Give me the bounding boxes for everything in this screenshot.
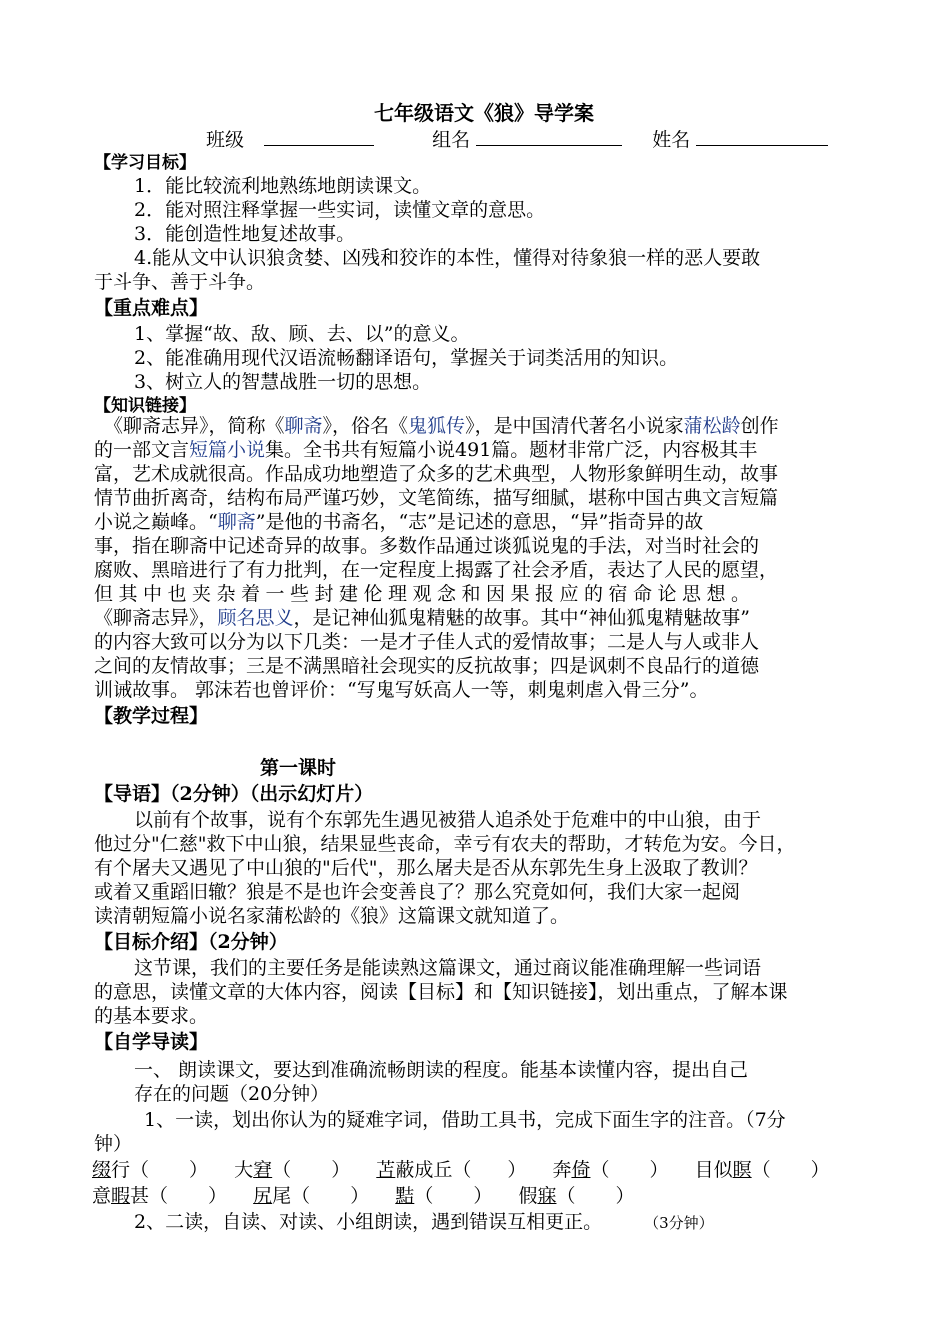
intro-line: 以前有个故事，说有个东郭先生遇见被猎人追杀处于危难中的中山狼，由于 [134, 809, 762, 831]
knowledge-line: 之间的友情故事；三是不满黑暗社会现实的反抗故事；四是讽刺不良品行的道德 [94, 655, 760, 677]
vocab-item[interactable]: 尻尾（ ） [253, 1185, 370, 1207]
selfstudy-step: 1、一读，划出你认为的疑难字词，借助工具书，完成下面生字的注音。（7分 [144, 1109, 786, 1131]
keypoints-heading: 【重点难点】 [94, 297, 209, 319]
link-guihuzhuan[interactable]: 鬼狐传 [408, 415, 466, 437]
goal-item: 1．能比较流利地熟练地朗读课文。 [134, 175, 432, 197]
keypoint-item: 2、能准确用现代汉语流畅翻译语句，掌握关于词类活用的知识。 [134, 347, 679, 369]
knowledge-line: 情节曲折离奇，结构布局严谨巧妙，文笔简练，描写细腻，堪称中国古典文言短篇 [94, 487, 779, 509]
knowledge-line: 《聊斋志异》，顾名思义，是记神仙狐鬼精魅的故事。其中“神仙狐鬼精魅故事” [94, 607, 750, 629]
knowledge-line: 的一部文言短篇小说集。全书共有短篇小说491篇。题材非常广泛，内容极其丰 [94, 439, 758, 461]
vocab-item[interactable]: 大窘（ ） [234, 1159, 351, 1181]
intro-line: 有个屠夫又遇见了中山狼的"后代"，那么屠夫是否从东郭先生身上汲取了教训？ [94, 857, 758, 879]
knowledge-line: 富，艺术成就很高。作品成功地塑造了众多的艺术典型，人物形象鲜明生动，故事 [94, 463, 779, 485]
class-blank[interactable] [264, 127, 374, 146]
vocab-row [92, 1158, 830, 1182]
step2-time: （3分钟） [644, 1214, 714, 1232]
link-guming-siyi[interactable]: 顾名思义 [217, 607, 294, 629]
vocab-item[interactable]: 假寐（ ） [518, 1185, 635, 1207]
intro-line: 或着又重蹈旧辙？狼是不是也许会变善良了？那么究竟如何，我们大家一起阅 [94, 881, 741, 903]
name-label: 姓名 [652, 129, 691, 151]
group-blank[interactable] [476, 127, 622, 146]
knowledge-line: 《聊斋志异》，简称《聊斋》，俗名《鬼狐传》，是中国清代著名小说家蒲松龄创作 [104, 415, 779, 437]
selfstudy-item: 一、 朗读课文，要达到准确流畅朗读的程度。能基本读懂内容，提出自己 [134, 1059, 749, 1081]
class-label: 班级 [206, 129, 245, 151]
selfstudy-step: 钟） [94, 1133, 133, 1155]
intro-line: 读清朝短篇小说名家蒲松龄的《狼》这篇课文就知道了。 [94, 905, 570, 927]
knowledge-line: 训诫故事。 郭沫若也曾评价：“写鬼写妖高人一等，刺鬼刺虐入骨三分”。 [94, 679, 709, 701]
link-liaozhai[interactable]: 聊斋 [284, 415, 323, 437]
target-heading: 【目标介绍】（2分钟） [94, 931, 288, 953]
knowledge-line: 事，指在聊斋中记述奇异的故事。多数作品通过谈狐说鬼的手法，对当时社会的 [94, 535, 760, 557]
goal-item: 3．能创造性地复述故事。 [134, 223, 356, 245]
goal-item: 2．能对照注释掌握一些实词，读懂文章的意思。 [134, 199, 546, 221]
knowledge-line: 小说之巅峰。“聊斋”是他的书斋名，“志”是记述的意思，“异”指奇异的故 [94, 511, 704, 533]
process-heading: 【教学过程】 [94, 705, 209, 727]
goal-item: 于斗争、善于斗争。 [94, 271, 266, 293]
intro-line: 他过分"仁慈"救下中山狼，结果显些丧命，幸亏有农夫的帮助，才转危为安。今日， [94, 833, 796, 855]
vocab-item[interactable]: 目似瞑（ ） [694, 1159, 830, 1181]
keypoint-item: 1、掌握“故、敌、顾、去、以”的意义。 [134, 323, 470, 345]
knowledge-line: 腐败、黑暗进行了有力批判，在一定程度上揭露了社会矛盾，表达了人民的愿望， [94, 559, 779, 581]
knowledge-line: 但其中也夹杂着一些封建伦理观念和因果报应的宿命论思想。 [94, 583, 756, 605]
vocab-item[interactable]: 缀行（ ） [92, 1159, 209, 1181]
vocab-item[interactable]: 黠（ ） [395, 1185, 493, 1207]
selfstudy-item: 存在的问题（20分钟） [134, 1083, 330, 1105]
vocab-item[interactable]: 苫蔽成丘（ ） [376, 1159, 527, 1181]
vocab-item[interactable]: 意暇甚（ ） [92, 1185, 228, 1207]
lesson-title: 第一课时 [260, 757, 337, 779]
goals-heading: 【学习目标】 [94, 153, 196, 173]
knowledge-line: 的内容大致可以分为以下几类：一是才子佳人式的爱情故事；二是人与人或非人 [94, 631, 760, 653]
keypoint-item: 3、树立人的智慧战胜一切的思想。 [134, 371, 432, 393]
group-label: 组名 [432, 129, 471, 151]
header-fields [206, 127, 828, 152]
page-title: 七年级语文《狼》导学案 [374, 101, 594, 125]
goal-item: 4.能从文中认识狼贪婪、凶残和狡诈的本性，懂得对待象狼一样的恶人要敢 [134, 247, 761, 269]
selfstudy-step: 2、二读，自读、对读、小组朗读，遇到错误互相更正。 （3分钟） [134, 1211, 714, 1233]
link-liaozhai-2[interactable]: 聊斋 [217, 511, 256, 533]
target-line: 的基本要求。 [94, 1005, 209, 1027]
link-short-story[interactable]: 短篇小说 [189, 439, 266, 461]
name-blank[interactable] [696, 127, 828, 146]
target-line: 这节课，我们的主要任务是能读熟这篇课文，通过商议能准确理解一些词语 [134, 957, 762, 979]
knowledge-heading: 【知识链接】 [94, 396, 196, 416]
link-pusongling[interactable]: 蒲松龄 [683, 415, 741, 437]
vocab-row [92, 1184, 635, 1208]
vocab-item[interactable]: 奔倚（ ） [552, 1159, 669, 1181]
selfstudy-heading: 【自学导读】 [94, 1031, 209, 1053]
target-line: 的意思，读懂文章的大体内容，阅读【目标】和【知识链接】，划出重点，了解本课 [94, 981, 788, 1003]
intro-heading: 【导语】（2分钟）（出示幻灯片） [94, 783, 374, 805]
